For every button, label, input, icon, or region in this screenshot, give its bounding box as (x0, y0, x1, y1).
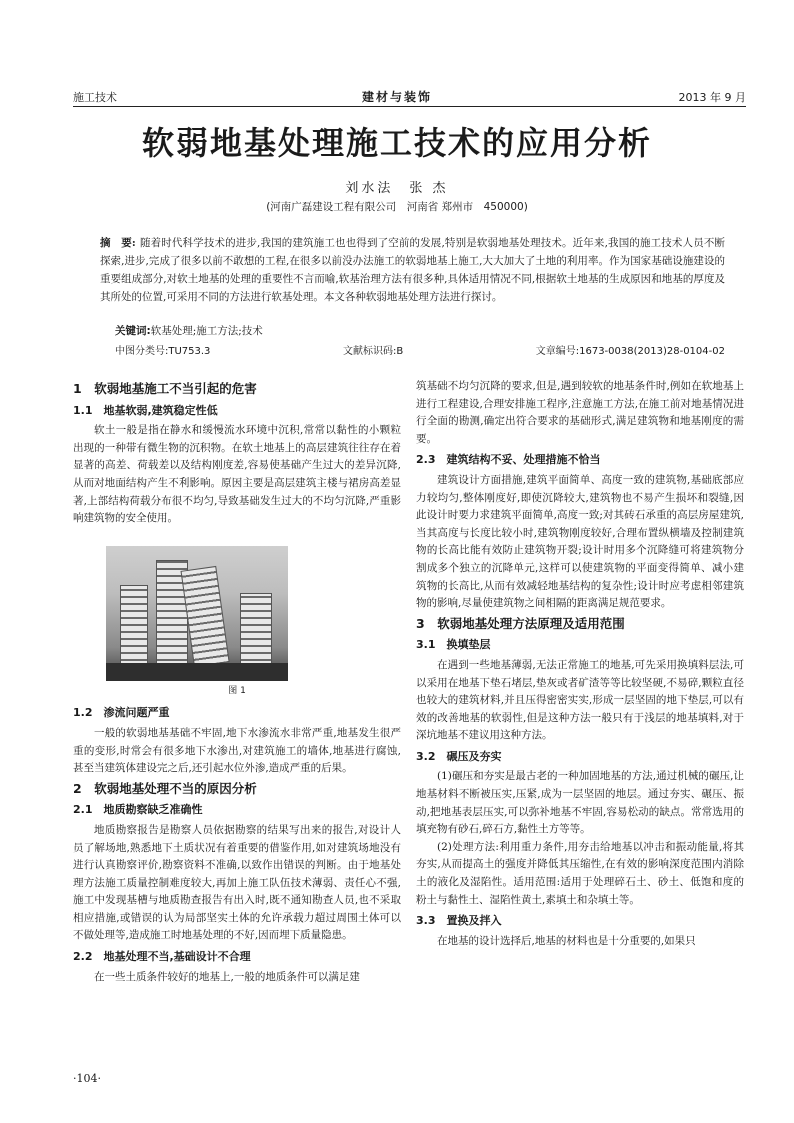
section-heading-3-2: 3.2 碾压及夯实 (416, 749, 502, 763)
header-journal: 建材与装饰 (361, 90, 432, 104)
figure-ground (106, 663, 288, 681)
header-rule (73, 106, 746, 107)
section-heading-2-1: 2.1 地质勘察缺乏准确性 (73, 803, 203, 817)
abstract-text: 随着时代科学技术的进步,我国的建筑施工也也得到了空前的发展,特别是软弱地基处理技术。近年来,我国的施工技术人员不断探索,进步,完成了很多以前不敢想的工程,在很多以前没办法施工的软弱地基上施工,大大加大了土地的利用率。作为国家基础设施建设的重要组成部分,对软土地基的处理的重要性不言而喻,软基治理方法有很多种,具体适用情况不同,根据软土地基的生成原因和地基的厚度及其所处的位置,可采用不同的方法进行软基处理。本文各种软弱地基处理方法进行探讨。 (100, 237, 725, 303)
section-heading-3: 3 软弱地基处理方法原理及适用范围 (416, 615, 625, 631)
abstract (100, 234, 725, 306)
article-number: 文章编号:1673-0038(2013)28-0104-02 (535, 346, 725, 357)
figure-tilted-buildings (106, 546, 288, 681)
paragraph-2-1: 地质勘察报告是勘察人员依据勘察的结果写出来的报告,对设计人员了解场地,熟悉地下土质状况有着重要的借鉴作用,如对建筑场地没有进行认真勘察评价,勘察资料不准确,以致作出错误的判断。由于地基处理方法施工质量控制难度较大,再加上施工队伍技术薄弱、责任心不强,施工中发现基槽与地质勘查报告有出入时,既不通知勘查人员,也不采取相应措施,或错误的认为局部坚实土体的允许承载力超过周围土体可以不做处理等,造成施工时地基处理的不好,因而埋下质量隐患。 (73, 823, 401, 942)
right-column (416, 378, 744, 950)
header-date: 2013 年 9 月 (678, 91, 746, 104)
keywords-text: 软基处理;施工方法;技术 (150, 325, 263, 337)
section-heading-2-2: 2.2 地基处理不当,基础设计不合理 (73, 950, 251, 964)
paragraph-3-1: 在遇到一些地基薄弱,无法正常施工的地基,可先采用换填料层法,可以采用在地基下垫石堵层,垫灰或者矿渣等等比较坚硬,不易碎,颗粒直径也较大的建筑材料,并且压得密密实实,形成一层坚固的地下垫层,可以有效的改善地基的软弱性,但是这种方法一般只有于浅层的地基填料,对于深坑地基不建议用这种方法。 (416, 658, 744, 742)
page-title: 软弱地基处理施工技术的应用分析 (141, 124, 652, 162)
section-heading-1-1: 1.1 地基软弱,建筑稳定性低 (73, 403, 218, 417)
left-column (73, 378, 401, 986)
abstract-label: 摘 要: (100, 237, 136, 249)
paragraph-3-2-b: (2)处理方法:利用重力条件,用夯击给地基以冲击和振动能量,将其夯实,从而提高土的强度并降低其压缩性,在有效的影响深度范围内消除土的液化及湿陷性。适用范围:适用于处理碎石土、砂土、低饱和度的粉土与黏性土、湿陷性黄土,素填土和杂填土等。 (416, 840, 744, 906)
paragraph-3-2-a: (1)碾压和夯实是最古老的一种加固地基的方法,通过机械的碾压,让地基材料不断被压实,压紧,成为一层坚固的地层。通过夯实、碾压、振动,把地基表层压实,可以弥补地基不牢固,容易松动的缺点。常常选用的填充物有砂石,碎石方,黏性土方等等。 (416, 770, 744, 836)
clc-number: 中图分类号:TU753.3 (115, 346, 211, 357)
paragraph-2-3: 建筑设计方面措施,建筑平面简单、高度一致的建筑物,基础底部应力较均匀,整体刚度好,即使沉降较大,建筑物也不易产生损坏和裂缝,因此设计时要力求建筑平面简单,高度一致;对其砖石承重的高层房屋建筑,当其高度与长度比较小时,建筑物刚度较好,合理布置纵横墙及控制建筑物的长高比能有效防止建筑物开裂;设计时用多个沉降缝可将建筑物分割成多个独立的沉降单元,这样可以使建筑物的平面变得简单、减小建筑物的长高比,从而有效减轻地基结构的复杂性;设计时应考虑相邻建筑物的影响,尽量使建筑物之间相隔的距离满足规范要求。 (416, 473, 744, 610)
paragraph-1-2: 一般的软弱地基基础不牢固,地下水渗流水非常严重,地基发生很严重的变形,时常会有很多地下水渗出,对建筑施工的墙体,地基进行腐蚀,甚至当建筑体建设完之后,还引起水位外渗,造成严重的后果。 (73, 726, 401, 775)
section-heading-2: 2 软弱地基处理不当的原因分析 (73, 780, 257, 796)
section-heading-3-1: 3.1 换填垫层 (416, 638, 491, 652)
paragraph-3-3: 在地基的设计选择后,地基的材料也是十分重要的,如果只 (437, 934, 696, 947)
authors: 刘水法 张 杰 (345, 181, 449, 196)
building-right (240, 593, 272, 667)
header-section: 施工技术 (73, 91, 117, 104)
keywords (115, 323, 263, 338)
keywords-label: 关键词: (115, 325, 151, 337)
figure-caption: 图 1 (228, 685, 246, 696)
page-number: ·104· (73, 1072, 101, 1085)
paragraph-2-2: 在一些土质条件较好的地基上,一般的地质条件可以满足建 (94, 970, 360, 983)
building-left (120, 585, 148, 667)
section-heading-1-2: 1.2 渗流问题严重 (73, 706, 170, 720)
paragraph-2-2-continued: 筑基础不均匀沉降的要求,但是,遇到较软的地基条件时,例如在软地基上进行工程建设,合理安排施工程序,注意施工方法,在施工前对地基情况进行全面的勘测,确定出符合要求的基础形式,满足建筑物和地基刚度的需要。 (416, 380, 744, 445)
classification-line (115, 342, 725, 357)
section-heading-2-3: 2.3 建筑结构不妥、处理措施不恰当 (416, 453, 601, 467)
section-heading-1: 1 软弱地基施工不当引起的危害 (73, 381, 257, 396)
document-code: 文献标识码:B (342, 346, 404, 357)
affiliation: (河南广磊建设工程有限公司 河南省 郑州市 450000) (266, 201, 528, 213)
paragraph-1-1: 软土一般是指在静水和缓慢流水环境中沉积,常常以黏性的小颗粒出现的一种带有微生物的沉积物。在软土地基上的高层建筑往往存在着显著的高差、荷载差以及结构刚度差,容易使基础产生过大的差异沉降,从而对地面结构产生不利影响。原因主要是高层建筑主楼与裙房高差显著,上部结构荷载分布很不均匀,导致基础发生过大的不均匀沉降,严重影响建筑物的安全使用。 (73, 424, 401, 525)
section-heading-3-3: 3.3 置换及拌入 (416, 914, 502, 928)
